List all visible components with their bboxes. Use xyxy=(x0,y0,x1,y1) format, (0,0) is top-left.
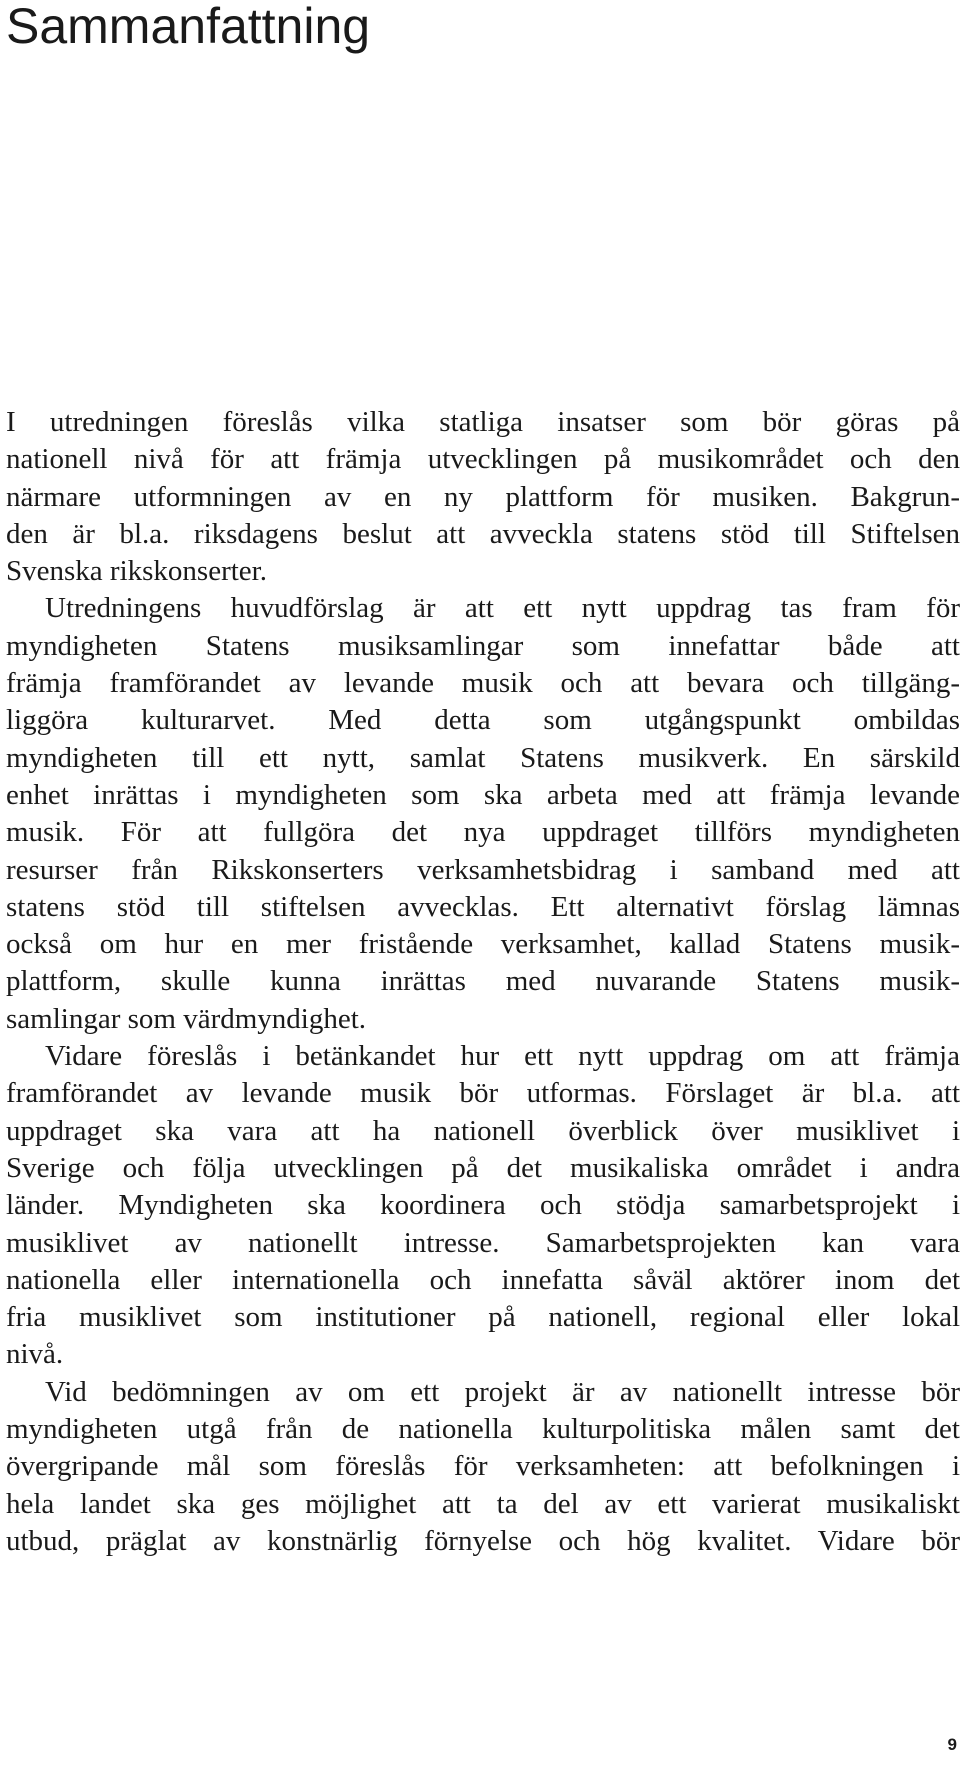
text-line: statens stöd till stiftelsen avvecklas. Ett alternativt förslag lämnas xyxy=(6,890,960,923)
text-line: främja framförandet av levande musik och att bevara och tillgäng- xyxy=(6,667,960,700)
text-line: Utredningens huvudförslag är att ett nytt uppdrag tas fram för xyxy=(45,592,960,625)
summary-body xyxy=(6,404,960,1560)
text-line: enhet inrättas i myndigheten som ska arbeta med att främja levande xyxy=(6,778,960,811)
text-line: resurser från Rikskonserters verksamhetsbidrag i samband med att xyxy=(6,853,960,886)
text-line: utbud, präglat av konstnärlig förnyelse och hög kvalitet. Vidare bör xyxy=(6,1524,960,1557)
page-number: 9 xyxy=(947,1735,957,1754)
text-line: Vid bedömningen av om ett projekt är av nationellt intresse bör xyxy=(45,1375,960,1408)
text-line: länder. Myndigheten ska koordinera och stödja samarbetsprojekt i xyxy=(6,1189,960,1222)
text-line: framförandet av levande musik bör utformas. Förslaget är bl.a. att xyxy=(6,1077,960,1110)
text-line: den är bl.a. riksdagens beslut att avveckla statens stöd till Stiftelsen xyxy=(6,517,960,550)
text-line: myndigheten utgå från de nationella kulturpolitiska målen samt det xyxy=(6,1413,960,1446)
text-line: övergripande mål som föreslås för verksamheten: att befolkningen i xyxy=(6,1450,960,1483)
text-line: samlingar som värdmyndighet. xyxy=(6,1002,367,1035)
text-line: fria musiklivet som institutioner på nationell, regional eller lokal xyxy=(6,1301,960,1334)
text-line: uppdraget ska vara att ha nationell överblick över musiklivet i xyxy=(6,1114,960,1147)
page-title: Sammanfattning xyxy=(6,0,371,54)
text-line: närmare utformningen av en ny plattform för musiken. Bakgrun- xyxy=(6,480,960,513)
text-line: liggöra kulturarvet. Med detta som utgångspunkt ombildas xyxy=(6,704,960,737)
text-line: myndigheten Statens musiksamlingar som innefattar både att xyxy=(6,629,960,662)
text-line: Svenska rikskonserter. xyxy=(6,555,267,588)
text-line: hela landet ska ges möjlighet att ta del av ett varierat musikaliskt xyxy=(6,1487,960,1520)
text-line: Sverige och följa utvecklingen på det musikaliska området i andra xyxy=(6,1151,960,1184)
text-line: plattform, skulle kunna inrättas med nuvarande Statens musik- xyxy=(6,965,960,998)
text-line: myndigheten till ett nytt, samlat Statens musikverk. En särskild xyxy=(6,741,960,774)
text-line: Vidare föreslås i betänkandet hur ett nytt uppdrag om att främja xyxy=(45,1040,960,1073)
text-line: nationella eller internationella och innefatta såväl aktörer inom det xyxy=(6,1263,960,1296)
text-line: också om hur en mer fristående verksamhet, kallad Statens musik- xyxy=(6,928,960,961)
text-line: musiklivet av nationellt intresse. Samarbetsprojekten kan vara xyxy=(6,1226,960,1259)
text-line: musik. För att fullgöra det nya uppdraget tillförs myndigheten xyxy=(6,816,960,849)
text-line: I utredningen föreslås vilka statliga insatser som bör göras på xyxy=(6,406,960,438)
text-line: nivå. xyxy=(6,1338,64,1371)
text-line: nationell nivå för att främja utvecklingen på musikområdet och den xyxy=(6,443,960,476)
